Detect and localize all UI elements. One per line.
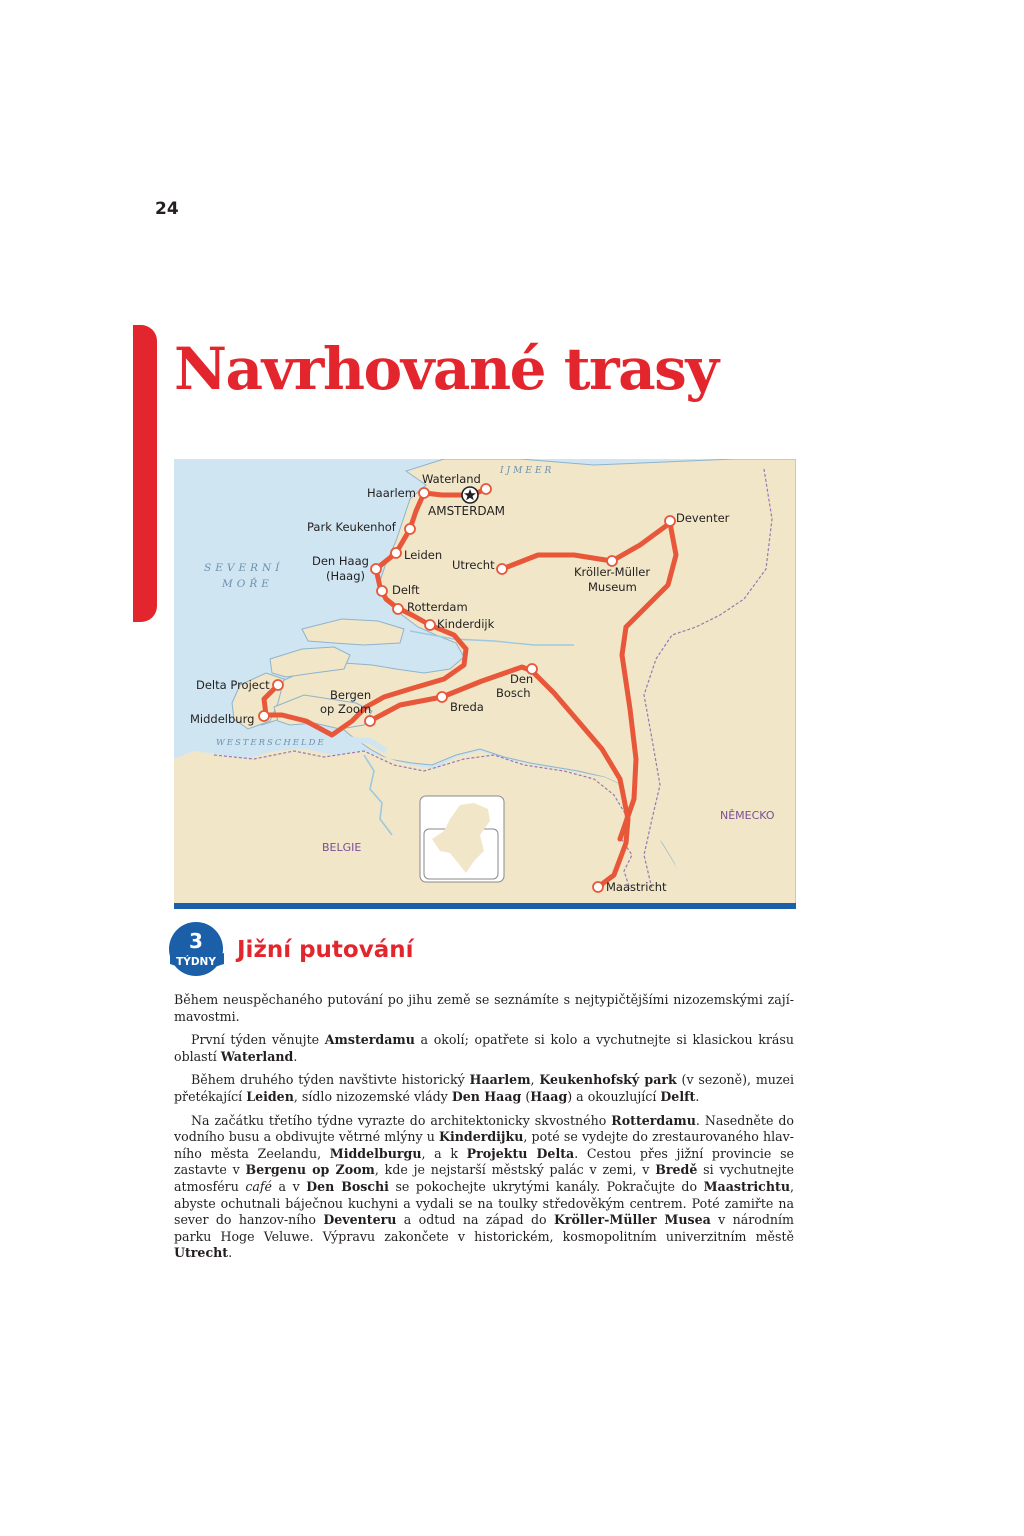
emphasized-place: Kröller-Müller Musea — [553, 1212, 711, 1228]
itinerary-text — [174, 992, 794, 1269]
sea-label-line2: MOŘE — [222, 578, 273, 590]
stop-waterland — [481, 484, 491, 494]
emphasized-place: Bergenu op Zoom — [245, 1162, 375, 1178]
stop-bergen-op-zoom — [365, 716, 375, 726]
emphasized-place: Den Boschi — [306, 1178, 389, 1194]
emphasized-place: Delft — [660, 1088, 696, 1104]
map-label-leiden: Leiden — [404, 548, 443, 562]
italic-term: café — [245, 1178, 273, 1194]
stop-delft — [377, 586, 387, 596]
map-label-maastricht: Maastricht — [606, 880, 667, 894]
capital-star-icon — [462, 487, 478, 503]
map-label-amsterdam: AMSTERDAM — [428, 504, 506, 518]
emphasized-place: Deventeru — [323, 1212, 397, 1228]
map-label-kroller-2: Museum — [588, 580, 637, 594]
map-label-delft: Delft — [392, 583, 420, 597]
map-label-middelburg: Middelburg — [190, 712, 255, 726]
map-label-kinderdijk: Kinderdijk — [437, 617, 495, 631]
emphasized-place: Maastrichtu — [703, 1178, 790, 1194]
emphasized-place: Amsterdamu — [324, 1032, 415, 1048]
sea-label-line1: SEVERNÍ — [204, 562, 284, 574]
map-label-kroller-1: Kröller-Müller — [574, 565, 651, 579]
map-label-haarlem: Haarlem — [367, 486, 416, 500]
badge-unit: TÝDNY — [176, 956, 216, 968]
emphasized-place: Haarlem — [469, 1072, 531, 1088]
paragraph-intro: Během neuspěchaného putování po jihu země se seznámíte s nejtypičtějšími nizozemskými zají-mavostmi. — [174, 992, 794, 1024]
emphasized-place: Bredě — [655, 1162, 698, 1178]
emphasized-place: Den Haag — [451, 1088, 522, 1104]
stop-haarlem — [419, 488, 429, 498]
stop-middelburg — [259, 711, 269, 721]
duration-badge — [162, 920, 234, 978]
stop-breda — [437, 692, 447, 702]
stop-deventer — [665, 516, 675, 526]
map-label-deventer: Deventer — [676, 511, 730, 525]
map-bottom-rule — [174, 903, 796, 909]
badge-number: 3 — [189, 929, 203, 953]
stop-utrecht — [497, 564, 507, 574]
page-title: Navrhované trasy — [174, 335, 718, 403]
country-label-belgium: BELGIE — [322, 841, 362, 854]
sea-label-westerschelde: WESTERSCHELDE — [216, 738, 326, 748]
emphasized-place: Keukenhofský park — [539, 1072, 677, 1088]
route-map — [174, 459, 796, 909]
paragraph-week-2: Během druhého týden navštivte historický Haarlem, Keukenhofský park (v sezoně), muzei přetékající Leiden, sídlo nizozemské vlády Den Haag (Haag) a okouzlující Delft. — [174, 1072, 794, 1104]
country-label-germany: NĚMECKO — [720, 809, 775, 822]
emphasized-place: Leiden — [246, 1088, 294, 1104]
map-label-den-haag-2: (Haag) — [326, 569, 366, 583]
map-label-den-bosch-2: Bosch — [496, 686, 531, 700]
stop-keukenhof — [405, 524, 415, 534]
stop-den-haag — [371, 564, 381, 574]
stop-kinderdijk — [425, 620, 435, 630]
map-label-breda: Breda — [450, 700, 484, 714]
map-label-delta-project: Delta Project — [196, 678, 270, 692]
emphasized-place: Waterland — [220, 1048, 294, 1064]
stop-leiden — [391, 548, 401, 558]
map-label-utrecht: Utrecht — [452, 558, 495, 572]
emphasized-place: Utrecht — [174, 1245, 229, 1261]
stop-delta-project — [273, 680, 283, 690]
stop-maastricht — [593, 882, 603, 892]
map-label-den-haag-1: Den Haag — [312, 554, 369, 568]
emphasized-place: Middelburgu — [329, 1145, 422, 1161]
map-label-bergen-2: op Zoom — [320, 702, 372, 716]
emphasized-place: Projektu Delta — [466, 1145, 575, 1161]
section-title: Jižní putování — [237, 937, 414, 963]
emphasized-place: Rotterdamu — [611, 1112, 696, 1128]
paragraph-week-3: Na začátku třetího týdne vyrazte do architektonicky skvostného Rotterdamu. Nasedněte do vodního busu a obdivujte větrné mlýny u Kinderdijku, poté se vydejte do zrestaurovaného hlav-ního města Zeelandu, Middelburgu, a k Projektu Delta. Cestou přes jižní provincie se zastavte v Bergenu op Zoom, kde je nejstarší městský palác v zemi, v Bredě si vychutnejte atmosféru café a v Den Boschi se pokochejte ukrytými kanály. Pokračujte do Maastrichtu, abyste ochutnali báječnou kuchyni a vydali se na toulky středověkým centrem. Poté zamiřte na sever do hanzov-ního Deventeru a odtud na západ do Kröller-Müller Musea v národním parku Hoge Veluwe. Výpravu zakončete v historickém, kosmopolitním univerzitním městě Utrecht. — [174, 1112, 795, 1261]
chapter-side-bar — [133, 325, 157, 622]
paragraph-week-1: První týden věnujte Amsterdamu a okolí; opatřete si kolo a vychutnejte si klasickou krásu oblastí Waterland. — [174, 1032, 794, 1064]
map-label-rotterdam: Rotterdam — [407, 600, 468, 614]
map-label-den-bosch-1: Den — [510, 672, 534, 686]
sea-label-ijmeer: IJMEER — [500, 466, 555, 476]
page-number: 24 — [155, 199, 179, 219]
emphasized-place: Haag — [530, 1088, 568, 1104]
map-label-bergen-1: Bergen — [330, 688, 372, 702]
map-label-keukenhof: Park Keukenhof — [307, 520, 396, 534]
route-map-svg — [174, 459, 796, 909]
stop-rotterdam — [393, 604, 403, 614]
map-label-waterland: Waterland — [422, 472, 481, 486]
emphasized-place: Kinderdijku — [439, 1129, 524, 1145]
